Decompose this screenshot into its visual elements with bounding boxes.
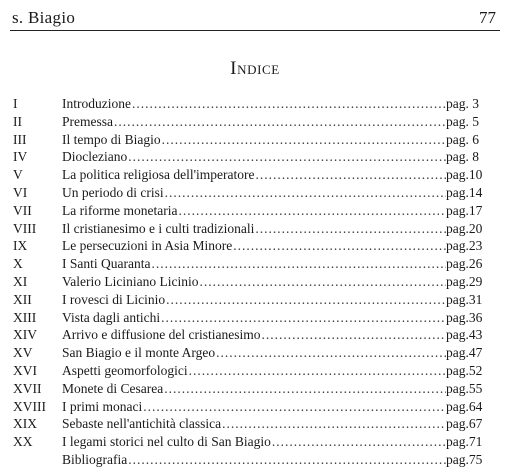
chapter-title: Valerio Liciniano Licinio bbox=[62, 273, 199, 289]
chapter-number: XII bbox=[13, 291, 32, 307]
page-reference: pag.52 bbox=[446, 362, 483, 378]
page-reference: pag.67 bbox=[446, 416, 483, 432]
dot-leader bbox=[199, 273, 446, 291]
chapter-number: VIII bbox=[13, 220, 37, 236]
dot-leader bbox=[255, 220, 446, 238]
toc-entry bbox=[13, 433, 488, 451]
dot-leader bbox=[151, 255, 446, 273]
page-reference: pag.29 bbox=[446, 273, 483, 289]
chapter-number: XIV bbox=[13, 327, 37, 343]
dot-leader bbox=[128, 148, 446, 166]
chapter-title: Premessa bbox=[62, 113, 113, 129]
dot-leader bbox=[128, 451, 446, 469]
chapter-number: III bbox=[13, 131, 27, 147]
chapter-title: San Biagio e il monte Argeo bbox=[62, 345, 216, 361]
table-of-contents bbox=[13, 95, 488, 469]
page-reference: pag. 3 bbox=[446, 96, 479, 111]
entry-title-with-leader bbox=[62, 148, 446, 166]
entry-title-with-leader bbox=[62, 451, 446, 469]
toc-entry bbox=[13, 131, 488, 149]
entry-title-with-leader bbox=[62, 362, 446, 380]
entry-title-with-leader bbox=[62, 184, 446, 202]
page-reference: pag.20 bbox=[446, 220, 483, 236]
page-reference: pag.43 bbox=[446, 327, 483, 343]
page-reference: pag. 5 bbox=[446, 113, 479, 129]
page-reference: pag. 6 bbox=[446, 131, 479, 147]
chapter-number: II bbox=[13, 113, 22, 129]
page-reference: pag.23 bbox=[446, 238, 483, 254]
chapter-title: I legami storici nel culto di San Biagio bbox=[62, 434, 271, 450]
page-reference: pag.10 bbox=[446, 167, 483, 183]
page-reference: pag.71 bbox=[446, 434, 483, 450]
chapter-number: XIII bbox=[13, 309, 37, 325]
dot-leader bbox=[164, 380, 446, 398]
dot-leader bbox=[189, 362, 446, 380]
running-header bbox=[10, 6, 500, 31]
chapter-number: XX bbox=[13, 434, 33, 450]
chapter-number: XV bbox=[13, 345, 33, 361]
entry-title-with-leader bbox=[62, 433, 446, 451]
toc-entry bbox=[13, 273, 488, 291]
dot-leader bbox=[216, 344, 446, 362]
toc-entry bbox=[13, 415, 488, 433]
chapter-number: VII bbox=[13, 202, 32, 218]
entry-title-with-leader bbox=[62, 131, 446, 149]
chapter-title: La politica religiosa dell'imperatore bbox=[62, 167, 255, 183]
entry-title-with-leader bbox=[62, 255, 446, 273]
chapter-number: V bbox=[13, 167, 23, 183]
page-reference: pag.31 bbox=[446, 291, 483, 307]
entry-title-with-leader bbox=[62, 202, 446, 220]
toc-entry bbox=[13, 113, 488, 131]
toc-entry bbox=[13, 380, 488, 398]
dot-leader bbox=[161, 309, 446, 327]
toc-entry bbox=[13, 398, 488, 416]
toc-entry bbox=[13, 362, 488, 380]
page-number: 77 bbox=[479, 8, 496, 27]
chapter-title: Arrivo e diffusione del cristianesimo bbox=[62, 327, 261, 343]
entry-title-with-leader bbox=[62, 237, 446, 255]
toc-entry bbox=[13, 202, 488, 220]
chapter-title: Bibliografia bbox=[62, 451, 128, 467]
chapter-title: La riforme monetaria bbox=[62, 202, 178, 218]
page-reference: pag.75 bbox=[446, 451, 483, 467]
chapter-title: Vista dagli antichi bbox=[62, 309, 161, 325]
entry-title-with-leader bbox=[62, 291, 446, 309]
page-reference: pag.47 bbox=[446, 345, 483, 361]
dot-leader bbox=[222, 415, 446, 433]
toc-entry bbox=[13, 344, 488, 362]
dot-leader bbox=[233, 237, 446, 255]
chapter-number: XI bbox=[13, 273, 28, 289]
chapter-number: I bbox=[13, 96, 18, 111]
chapter-title: I rovesci di Licinio bbox=[62, 291, 166, 307]
running-title: s. Biagio bbox=[12, 8, 76, 27]
entry-title-with-leader bbox=[62, 380, 446, 398]
dot-leader bbox=[165, 184, 446, 202]
page-reference: pag.55 bbox=[446, 380, 483, 396]
chapter-title: Le persecuzioni in Asia Minore bbox=[62, 238, 233, 254]
chapter-number: XVIII bbox=[13, 398, 46, 414]
chapter-title: I primi monaci bbox=[62, 398, 143, 414]
chapter-number: IX bbox=[13, 238, 28, 254]
dot-leader bbox=[132, 95, 446, 113]
chapter-number: IV bbox=[13, 149, 28, 165]
page-reference: pag.36 bbox=[446, 309, 483, 325]
entry-title-with-leader bbox=[62, 398, 446, 416]
chapter-title: Diocleziano bbox=[62, 149, 128, 165]
chapter-number: XVI bbox=[13, 362, 37, 378]
toc-entry bbox=[13, 166, 488, 184]
toc-entry bbox=[13, 291, 488, 309]
entry-title-with-leader bbox=[62, 220, 446, 238]
toc-entry bbox=[13, 148, 488, 166]
page-reference: pag.64 bbox=[446, 398, 483, 414]
toc-entry bbox=[13, 237, 488, 255]
dot-leader bbox=[272, 433, 446, 451]
chapter-title: Aspetti geomorfologici bbox=[62, 362, 188, 378]
chapter-title: Monete di Cesarea bbox=[62, 380, 164, 396]
chapter-title: Il tempo di Biagio bbox=[62, 131, 161, 147]
entry-title-with-leader bbox=[62, 309, 446, 327]
entry-title-with-leader bbox=[62, 326, 446, 344]
toc-entry bbox=[13, 326, 488, 344]
chapter-number: X bbox=[13, 256, 23, 272]
dot-leader bbox=[255, 166, 446, 184]
dot-leader bbox=[143, 398, 446, 416]
dot-leader bbox=[261, 326, 446, 344]
toc-entry bbox=[13, 95, 488, 113]
dot-leader bbox=[162, 131, 446, 149]
toc-entry bbox=[13, 220, 488, 238]
toc-entry bbox=[13, 309, 488, 327]
chapter-number: VI bbox=[13, 184, 28, 200]
chapter-number: XIX bbox=[13, 416, 37, 432]
chapter-title: Introduzione bbox=[62, 96, 131, 111]
page-reference: pag.14 bbox=[446, 184, 483, 200]
entry-title-with-leader bbox=[62, 344, 446, 362]
entry-title-with-leader bbox=[62, 113, 446, 131]
chapter-title: Il cristianesimo e i culti tradizionali bbox=[62, 220, 255, 236]
dot-leader bbox=[178, 202, 446, 220]
chapter-title: I Santi Quaranta bbox=[62, 256, 151, 272]
chapter-number: XVII bbox=[13, 380, 42, 396]
chapter-title: Un periodo di crisi bbox=[62, 184, 164, 200]
toc-entry bbox=[13, 255, 488, 273]
page-reference: pag. 8 bbox=[446, 149, 479, 165]
toc-entry bbox=[13, 451, 488, 469]
entry-title-with-leader bbox=[62, 95, 446, 113]
toc-entry bbox=[13, 184, 488, 202]
entry-title-with-leader bbox=[62, 273, 446, 291]
page-reference: pag.26 bbox=[446, 256, 483, 272]
chapter-title: Sebaste nell'antichità classica bbox=[62, 416, 222, 432]
page-reference: pag.17 bbox=[446, 202, 483, 218]
dot-leader bbox=[114, 113, 446, 131]
entry-title-with-leader bbox=[62, 415, 446, 433]
entry-title-with-leader bbox=[62, 166, 446, 184]
index-title: Indice bbox=[230, 58, 280, 79]
dot-leader bbox=[166, 291, 446, 309]
